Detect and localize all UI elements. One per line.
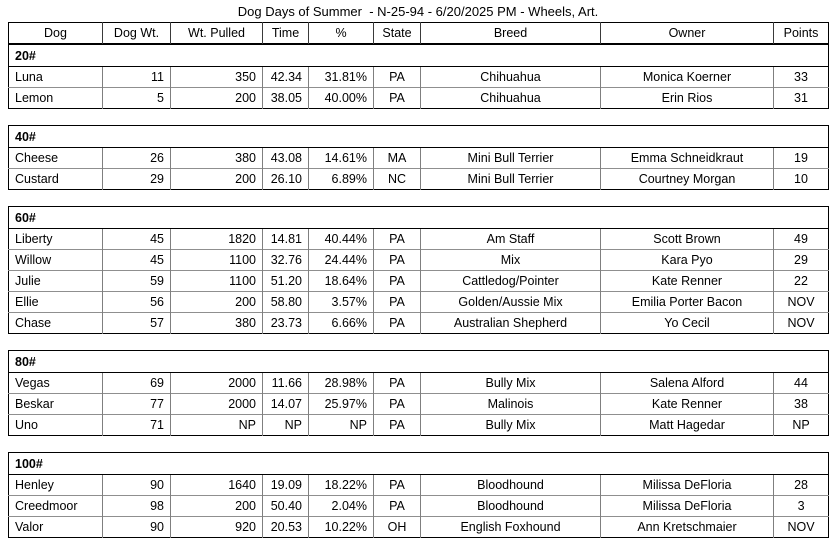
table-row <box>9 229 829 250</box>
cell-time: 14.81 <box>263 229 309 250</box>
weight-class-table-20 <box>8 44 829 109</box>
cell-breed: Bully Mix <box>421 415 601 436</box>
cell-breed: Mix <box>421 250 601 271</box>
cell-state: PA <box>374 271 421 292</box>
cell-dog: Uno <box>9 415 103 436</box>
cell-breed: Mini Bull Terrier <box>421 169 601 190</box>
cell-time: 23.73 <box>263 313 309 334</box>
cell-dog: Henley <box>9 475 103 496</box>
cell-state: PA <box>374 394 421 415</box>
cell-state: PA <box>374 88 421 109</box>
section-label: 40# <box>9 126 829 148</box>
cell-wt-pulled: 920 <box>171 517 263 538</box>
cell-breed: Malinois <box>421 394 601 415</box>
cell-owner: Scott Brown <box>601 229 774 250</box>
column-header-time: Time <box>263 23 309 44</box>
cell-breed: Am Staff <box>421 229 601 250</box>
cell-dog: Custard <box>9 169 103 190</box>
cell-dog: Valor <box>9 517 103 538</box>
cell-state: PA <box>374 475 421 496</box>
weight-class-table-60 <box>8 206 829 334</box>
cell-percent: 6.89% <box>309 169 374 190</box>
cell-percent: 31.81% <box>309 67 374 88</box>
column-header-percent: % <box>309 23 374 44</box>
cell-time: 11.66 <box>263 373 309 394</box>
section-header-row <box>9 126 829 148</box>
section-header-row <box>9 207 829 229</box>
cell-dog: Willow <box>9 250 103 271</box>
cell-state: PA <box>374 415 421 436</box>
column-header-breed: Breed <box>421 23 601 44</box>
cell-owner: Ann Kretschmaier <box>601 517 774 538</box>
cell-wt-pulled: 1100 <box>171 271 263 292</box>
cell-dog-wt: 69 <box>103 373 171 394</box>
table-row <box>9 373 829 394</box>
cell-points: 19 <box>774 148 829 169</box>
cell-breed: Bloodhound <box>421 475 601 496</box>
cell-percent: 28.98% <box>309 373 374 394</box>
weight-class-table-100 <box>8 452 829 538</box>
table-row <box>9 292 829 313</box>
cell-dog-wt: 11 <box>103 67 171 88</box>
cell-time: 50.40 <box>263 496 309 517</box>
cell-dog: Creedmoor <box>9 496 103 517</box>
cell-wt-pulled: 1640 <box>171 475 263 496</box>
cell-points: NP <box>774 415 829 436</box>
cell-wt-pulled: NP <box>171 415 263 436</box>
table-row <box>9 148 829 169</box>
table-row <box>9 517 829 538</box>
cell-time: 32.76 <box>263 250 309 271</box>
cell-time: 26.10 <box>263 169 309 190</box>
cell-dog-wt: 59 <box>103 271 171 292</box>
column-header-table <box>8 22 829 44</box>
cell-dog-wt: 45 <box>103 229 171 250</box>
page-title: Dog Days of Summer - N-25-94 - 6/20/2025 PM - Wheels, Art. <box>237 4 599 19</box>
cell-state: PA <box>374 229 421 250</box>
cell-owner: Erin Rios <box>601 88 774 109</box>
cell-wt-pulled: 200 <box>171 496 263 517</box>
cell-dog: Julie <box>9 271 103 292</box>
cell-time: 43.08 <box>263 148 309 169</box>
cell-dog-wt: 98 <box>103 496 171 517</box>
cell-owner: Emilia Porter Bacon <box>601 292 774 313</box>
cell-state: PA <box>374 292 421 313</box>
section-label: 60# <box>9 207 829 229</box>
weight-class-sections <box>8 44 828 538</box>
cell-owner: Emma Schneidkraut <box>601 148 774 169</box>
cell-wt-pulled: 2000 <box>171 394 263 415</box>
section-header-row <box>9 453 829 475</box>
column-header-state: State <box>374 23 421 44</box>
cell-points: 22 <box>774 271 829 292</box>
table-row <box>9 271 829 292</box>
cell-breed: Cattledog/Pointer <box>421 271 601 292</box>
cell-points: 44 <box>774 373 829 394</box>
cell-state: PA <box>374 67 421 88</box>
cell-dog: Luna <box>9 67 103 88</box>
cell-owner: Courtney Morgan <box>601 169 774 190</box>
cell-percent: 10.22% <box>309 517 374 538</box>
cell-breed: Chihuahua <box>421 88 601 109</box>
cell-time: 20.53 <box>263 517 309 538</box>
cell-percent: 40.00% <box>309 88 374 109</box>
cell-state: PA <box>374 496 421 517</box>
table-row <box>9 496 829 517</box>
section-label: 80# <box>9 351 829 373</box>
cell-dog-wt: 5 <box>103 88 171 109</box>
cell-dog-wt: 26 <box>103 148 171 169</box>
cell-state: OH <box>374 517 421 538</box>
cell-points: NOV <box>774 313 829 334</box>
section-header-row <box>9 45 829 67</box>
cell-wt-pulled: 200 <box>171 88 263 109</box>
section-label: 100# <box>9 453 829 475</box>
cell-breed: English Foxhound <box>421 517 601 538</box>
cell-time: 14.07 <box>263 394 309 415</box>
cell-dog-wt: 90 <box>103 517 171 538</box>
cell-wt-pulled: 2000 <box>171 373 263 394</box>
cell-wt-pulled: 1820 <box>171 229 263 250</box>
table-row <box>9 394 829 415</box>
cell-wt-pulled: 1100 <box>171 250 263 271</box>
cell-points: 31 <box>774 88 829 109</box>
column-header-dog: Dog <box>44 26 67 40</box>
cell-dog: Cheese <box>9 148 103 169</box>
table-row <box>9 475 829 496</box>
cell-wt-pulled: 380 <box>171 313 263 334</box>
cell-dog: Beskar <box>9 394 103 415</box>
cell-time: 38.05 <box>263 88 309 109</box>
cell-percent: 2.04% <box>309 496 374 517</box>
cell-time: NP <box>263 415 309 436</box>
cell-percent: NP <box>309 415 374 436</box>
cell-owner: Salena Alford <box>601 373 774 394</box>
cell-percent: 40.44% <box>309 229 374 250</box>
cell-time: 42.34 <box>263 67 309 88</box>
cell-wt-pulled: 350 <box>171 67 263 88</box>
cell-owner: Matt Hagedar <box>601 415 774 436</box>
cell-percent: 14.61% <box>309 148 374 169</box>
cell-dog: Ellie <box>9 292 103 313</box>
cell-owner: Yo Cecil <box>601 313 774 334</box>
weight-class-table-80 <box>8 350 829 436</box>
section-header-row <box>9 351 829 373</box>
cell-points: 38 <box>774 394 829 415</box>
column-header-dog-wt: Dog Wt. <box>103 23 171 44</box>
cell-state: PA <box>374 313 421 334</box>
column-header-wt-pulled: Wt. Pulled <box>171 23 263 44</box>
table-row <box>9 88 829 109</box>
cell-owner: Milissa DeFloria <box>601 496 774 517</box>
cell-points: 28 <box>774 475 829 496</box>
table-row <box>9 169 829 190</box>
cell-dog-wt: 90 <box>103 475 171 496</box>
cell-owner: Kate Renner <box>601 271 774 292</box>
cell-percent: 6.66% <box>309 313 374 334</box>
cell-percent: 18.22% <box>309 475 374 496</box>
cell-breed: Golden/Aussie Mix <box>421 292 601 313</box>
cell-breed: Bully Mix <box>421 373 601 394</box>
cell-breed: Chihuahua <box>421 67 601 88</box>
cell-state: PA <box>374 250 421 271</box>
cell-owner: Kara Pyo <box>601 250 774 271</box>
section-label: 20# <box>9 45 829 67</box>
cell-dog: Lemon <box>9 88 103 109</box>
cell-percent: 3.57% <box>309 292 374 313</box>
cell-owner: Kate Renner <box>601 394 774 415</box>
column-header-points: Points <box>774 23 829 44</box>
cell-breed: Australian Shepherd <box>421 313 601 334</box>
cell-wt-pulled: 200 <box>171 169 263 190</box>
cell-time: 19.09 <box>263 475 309 496</box>
cell-dog-wt: 71 <box>103 415 171 436</box>
table-row <box>9 67 829 88</box>
cell-points: 49 <box>774 229 829 250</box>
cell-breed: Bloodhound <box>421 496 601 517</box>
cell-points: NOV <box>774 292 829 313</box>
cell-breed: Mini Bull Terrier <box>421 148 601 169</box>
cell-owner: Milissa DeFloria <box>601 475 774 496</box>
cell-dog-wt: 45 <box>103 250 171 271</box>
cell-time: 51.20 <box>263 271 309 292</box>
cell-state: MA <box>374 148 421 169</box>
cell-dog: Liberty <box>9 229 103 250</box>
cell-state: NC <box>374 169 421 190</box>
cell-percent: 24.44% <box>309 250 374 271</box>
cell-dog-wt: 29 <box>103 169 171 190</box>
cell-percent: 18.64% <box>309 271 374 292</box>
cell-dog: Vegas <box>9 373 103 394</box>
column-header-row <box>9 23 829 44</box>
cell-points: 33 <box>774 67 829 88</box>
cell-dog-wt: 77 <box>103 394 171 415</box>
table-row <box>9 415 829 436</box>
column-header-owner: Owner <box>601 23 774 44</box>
cell-wt-pulled: 380 <box>171 148 263 169</box>
cell-points: 3 <box>774 496 829 517</box>
cell-dog-wt: 57 <box>103 313 171 334</box>
cell-percent: 25.97% <box>309 394 374 415</box>
cell-points: 29 <box>774 250 829 271</box>
cell-dog: Chase <box>9 313 103 334</box>
table-row <box>9 313 829 334</box>
cell-owner: Monica Koerner <box>601 67 774 88</box>
cell-points: 10 <box>774 169 829 190</box>
cell-dog-wt: 56 <box>103 292 171 313</box>
cell-points: NOV <box>774 517 829 538</box>
weight-class-table-40 <box>8 125 829 190</box>
cell-wt-pulled: 200 <box>171 292 263 313</box>
cell-state: PA <box>374 373 421 394</box>
cell-time: 58.80 <box>263 292 309 313</box>
table-row <box>9 250 829 271</box>
